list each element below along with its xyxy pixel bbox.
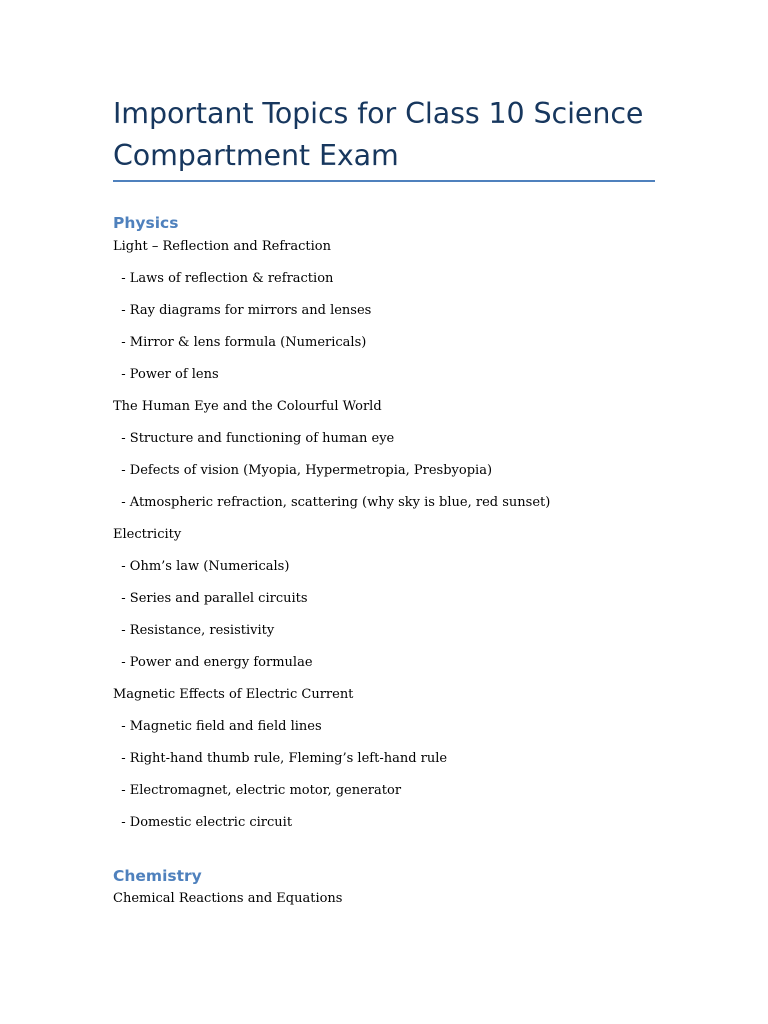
subtopic-line: - Atmospheric refraction, scattering (why sky is blue, red sunset): [113, 495, 551, 510]
subtopic-line: - Mirror & lens formula (Numericals): [113, 335, 367, 350]
subtopic-line: - Power and energy formulae: [113, 655, 313, 670]
subtopic-line: - Structure and functioning of human eye: [113, 431, 395, 446]
topic-line: Electricity: [113, 527, 182, 542]
section-heading-physics: Physics: [113, 214, 179, 232]
subtopic-line: - Resistance, resistivity: [113, 623, 275, 638]
subtopic-line: - Power of lens: [113, 367, 219, 382]
document-title: [113, 93, 673, 177]
subtopic-line: - Series and parallel circuits: [113, 591, 308, 606]
document-title-line-1: Important Topics for Class 10 Science: [113, 97, 644, 130]
subtopic-line: - Right-hand thumb rule, Fleming’s left-hand rule: [113, 751, 448, 766]
subtopic-line: - Defects of vision (Myopia, Hypermetropia, Presbyopia): [113, 463, 493, 478]
document-title-line-2: Compartment Exam: [113, 139, 399, 172]
topic-line: The Human Eye and the Colourful World: [113, 399, 382, 414]
subtopic-line: - Ray diagrams for mirrors and lenses: [113, 303, 372, 318]
title-underline: [113, 180, 655, 182]
topic-line: Chemical Reactions and Equations: [113, 891, 343, 906]
section-heading-chemistry: Chemistry: [113, 867, 202, 885]
subtopic-line: - Electromagnet, electric motor, generator: [113, 783, 402, 798]
subtopic-line: - Magnetic field and field lines: [113, 719, 322, 734]
subtopic-line: - Ohm’s law (Numericals): [113, 559, 290, 574]
topic-line: Light – Reflection and Refraction: [113, 239, 332, 254]
topic-line: Magnetic Effects of Electric Current: [113, 687, 354, 702]
subtopic-line: - Laws of reflection & refraction: [113, 271, 334, 286]
subtopic-line: - Domestic electric circuit: [113, 815, 293, 830]
